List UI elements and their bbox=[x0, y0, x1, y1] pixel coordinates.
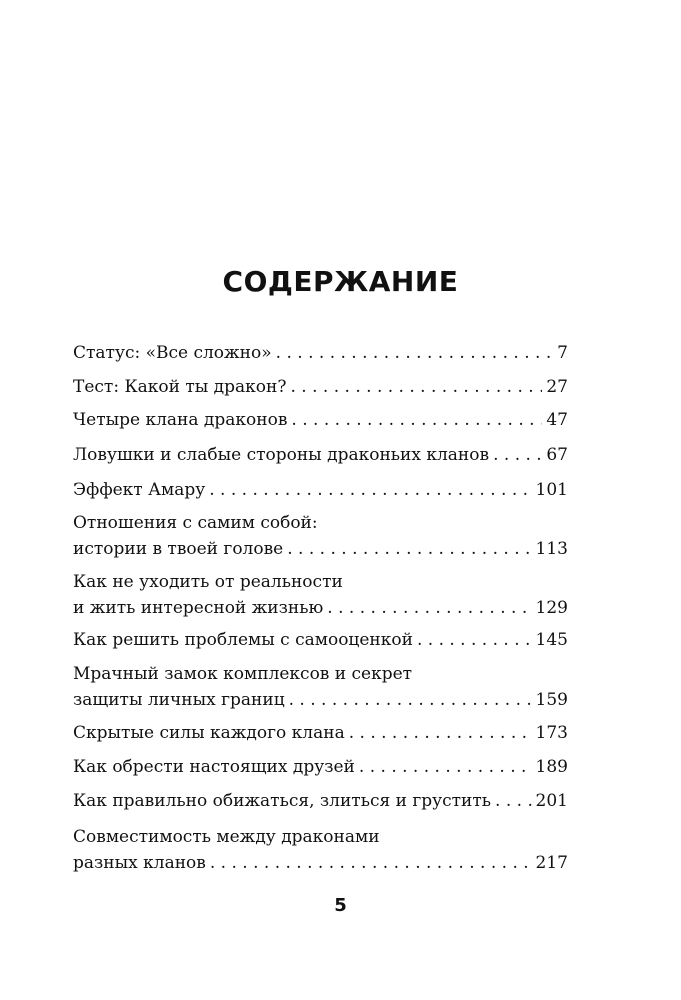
page-number: 5 bbox=[334, 895, 347, 916]
dot-leader bbox=[359, 754, 532, 780]
dot-leader bbox=[291, 407, 542, 433]
dot-leader bbox=[276, 340, 554, 366]
dot-leader bbox=[290, 374, 542, 400]
toc-entry-title-line: Совместимость между драконами bbox=[73, 827, 380, 847]
toc-entry-title: Скрытые силы каждого клана bbox=[73, 723, 345, 743]
toc-entry-page: 145 bbox=[535, 630, 568, 650]
toc-entry bbox=[73, 824, 568, 876]
toc-entry-page: 101 bbox=[535, 480, 568, 500]
toc-entry-page: 159 bbox=[535, 690, 568, 710]
dot-leader bbox=[495, 788, 532, 814]
toc-entry bbox=[73, 340, 568, 366]
toc-entry-title-line: Отношения с самим собой: bbox=[73, 513, 318, 533]
toc-entry-page: 189 bbox=[535, 757, 568, 777]
toc-entry-title: Как решить проблемы с самооценкой bbox=[73, 630, 413, 650]
toc-entry-page: 129 bbox=[535, 598, 568, 618]
dot-leader bbox=[327, 595, 531, 621]
toc-entry-title: Как обрести настоящих друзей bbox=[73, 757, 355, 777]
toc-entry bbox=[73, 627, 568, 653]
toc-entry bbox=[73, 569, 568, 621]
toc-entry-title: защиты личных границ bbox=[73, 690, 285, 710]
toc-entry-title: Эффект Амару bbox=[73, 480, 206, 500]
toc-entry-page: 7 bbox=[557, 343, 568, 363]
toc-entry-page: 217 bbox=[535, 853, 568, 873]
toc-entry-title: и жить интересной жизнью bbox=[73, 598, 324, 618]
toc-entry-page: 113 bbox=[535, 539, 568, 559]
toc-entry-title: Четыре клана драконов bbox=[73, 410, 288, 430]
dot-leader bbox=[210, 850, 532, 876]
toc-entry-title: Тест: Какой ты дракон? bbox=[73, 377, 287, 397]
toc-entry-page: 201 bbox=[535, 791, 568, 811]
toc-entry-page: 67 bbox=[546, 445, 568, 465]
dot-leader bbox=[493, 442, 542, 468]
toc-entry bbox=[73, 407, 568, 433]
toc-entry-title: разных кланов bbox=[73, 853, 206, 873]
toc-entry bbox=[73, 661, 568, 713]
toc-entry-page: 27 bbox=[546, 377, 568, 397]
toc-entry-page: 173 bbox=[535, 723, 568, 743]
toc-entry bbox=[73, 754, 568, 780]
toc-entry bbox=[73, 477, 568, 503]
toc-entry-title-line: Как не уходить от реальности bbox=[73, 572, 343, 592]
dot-leader bbox=[349, 720, 532, 746]
toc-entry bbox=[73, 374, 568, 400]
toc-entry bbox=[73, 510, 568, 562]
dot-leader bbox=[289, 687, 532, 713]
toc-entry bbox=[73, 442, 568, 468]
dot-leader bbox=[287, 536, 531, 562]
page-title: СОДЕРЖАНИЕ bbox=[222, 265, 459, 298]
toc-entry-title: истории в твоей голове bbox=[73, 539, 284, 559]
dot-leader bbox=[209, 477, 531, 503]
toc-entry-title: Ловушки и слабые стороны драконьих кланов bbox=[73, 445, 490, 465]
toc-entry-title: Статус: «Все сложно» bbox=[73, 343, 272, 363]
toc-entry bbox=[73, 788, 568, 814]
dot-leader bbox=[417, 627, 532, 653]
toc-entry-page: 47 bbox=[546, 410, 568, 430]
toc-entry-title-line: Мрачный замок комплексов и секрет bbox=[73, 664, 413, 684]
toc-entry-title: Как правильно обижаться, злиться и грустить bbox=[73, 791, 492, 811]
toc-entry bbox=[73, 720, 568, 746]
